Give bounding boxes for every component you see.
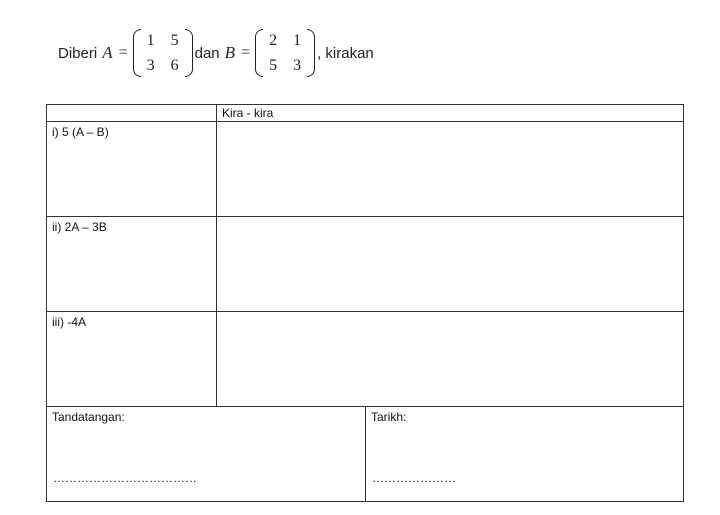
instruction-text: , kirakan — [317, 44, 374, 62]
working-column-header: Kira - kira — [217, 105, 684, 122]
matrix-a-cell: 6 — [170, 56, 179, 74]
conjunction-text: dan — [194, 44, 220, 62]
matrix-a-name: A — [102, 43, 113, 62]
header-empty-cell — [47, 105, 217, 122]
intro-text: Diberi — [58, 44, 98, 62]
date-label: Tarikh: — [371, 410, 407, 424]
answer-area[interactable] — [217, 122, 684, 217]
question-row — [47, 312, 684, 407]
equals-sign-b: = — [241, 44, 251, 61]
matrix-a-cell: 5 — [170, 31, 179, 49]
matrix-b-cell: 3 — [293, 56, 302, 74]
matrix-a — [133, 28, 193, 78]
matrix-a-cell: 3 — [146, 56, 155, 74]
matrix-a-cell: 1 — [146, 31, 155, 49]
matrix-b — [255, 28, 315, 78]
date-dots: ………………… — [372, 471, 456, 485]
problem-statement — [58, 25, 374, 81]
table-header-row — [47, 105, 684, 122]
answer-area[interactable] — [217, 312, 684, 407]
matrix-b-name: B — [224, 43, 236, 62]
question-row — [47, 122, 684, 217]
answer-area[interactable] — [217, 217, 684, 312]
signature-label: Tandatangan: — [52, 410, 125, 424]
matrix-b-cell: 1 — [293, 31, 302, 49]
signature-cell[interactable] — [47, 407, 366, 502]
equals-sign-a: = — [118, 44, 128, 61]
question-label: iii) -4A — [47, 312, 217, 407]
date-cell[interactable] — [366, 407, 684, 502]
question-label: i) 5 (A – B) — [47, 122, 217, 217]
question-label: ii) 2A – 3B — [47, 217, 217, 312]
signature-row — [47, 407, 684, 502]
worksheet-table — [46, 104, 684, 502]
signature-dots: ……………………………… — [53, 471, 197, 485]
matrix-b-cell: 5 — [269, 56, 278, 74]
matrix-b-cell: 2 — [269, 31, 278, 49]
question-row — [47, 217, 684, 312]
